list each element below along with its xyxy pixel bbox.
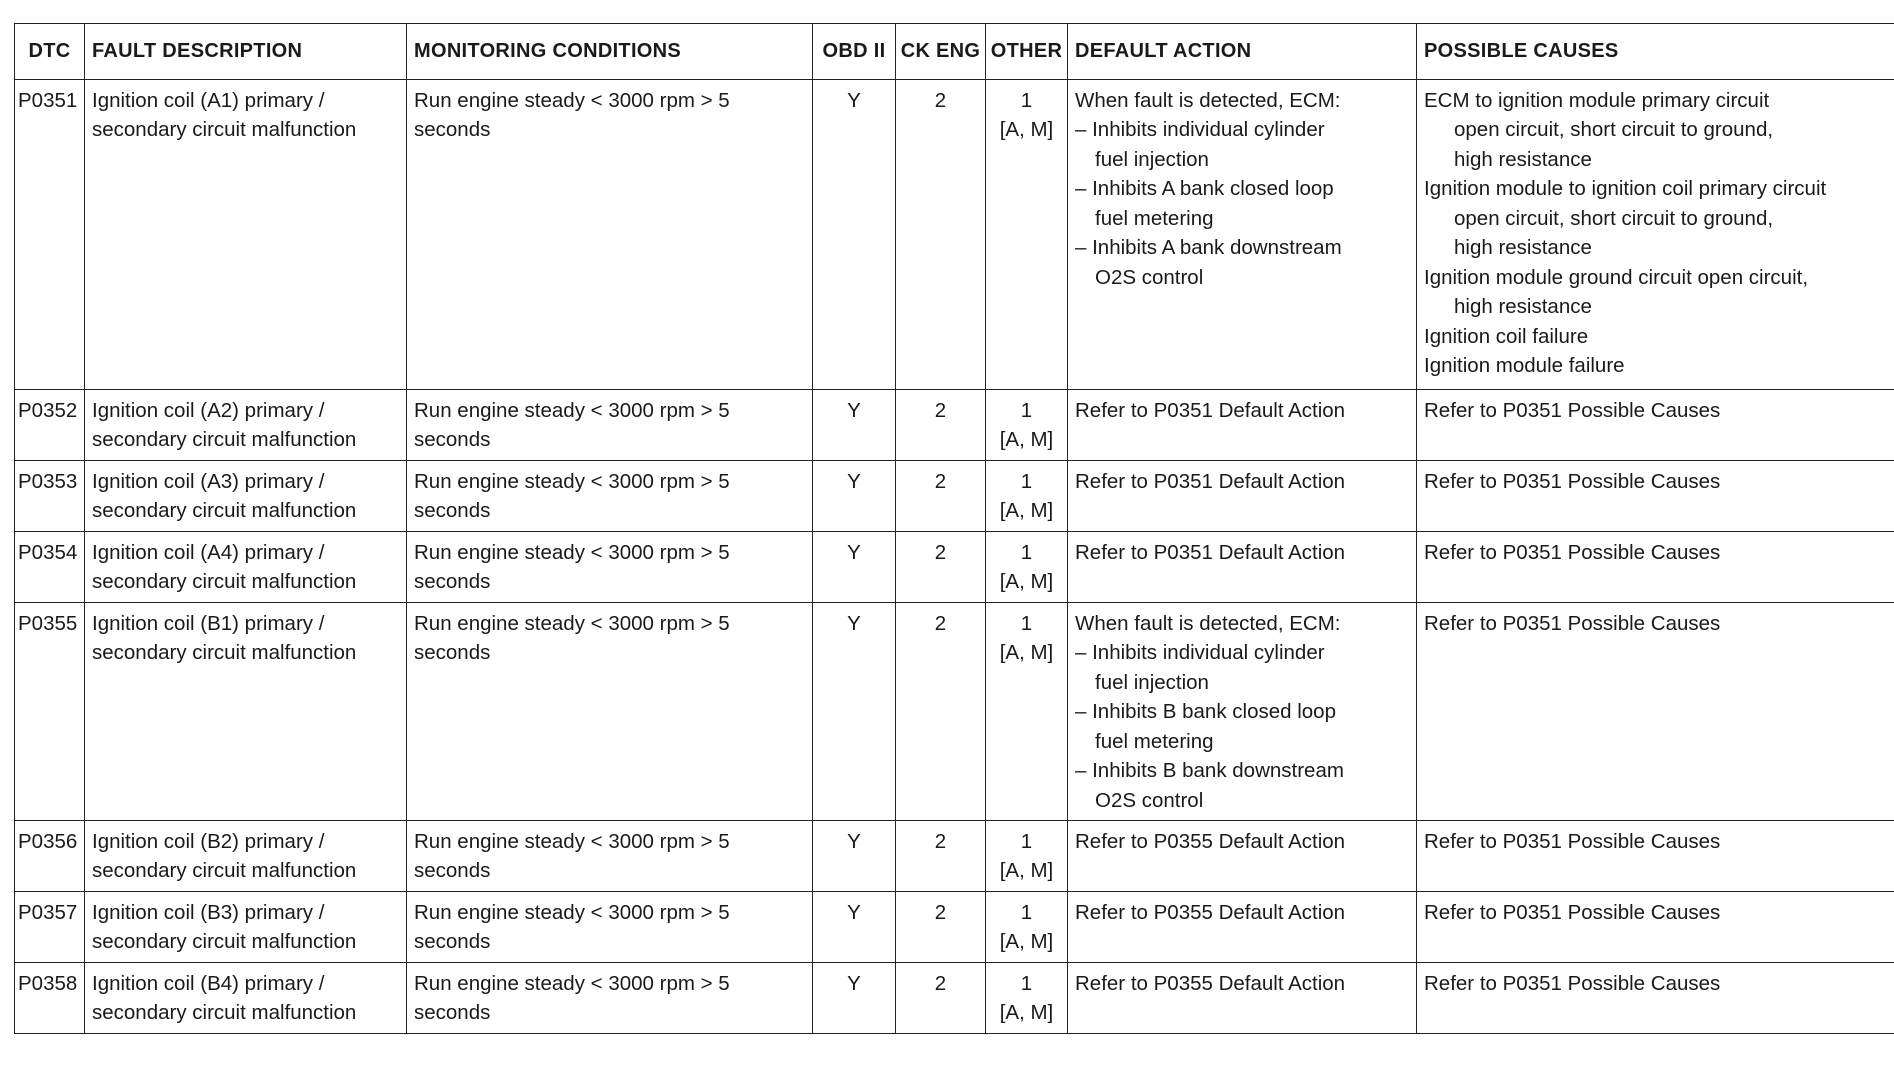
other-value xyxy=(986,389,1068,460)
header-obd-ii: OBD II xyxy=(813,24,896,80)
table-row xyxy=(15,531,1894,602)
other-value xyxy=(986,531,1068,602)
other-value xyxy=(986,460,1068,531)
fault-line: Ignition coil (A2) primary / xyxy=(92,398,325,422)
fault-line: secondary circuit malfunction xyxy=(92,570,357,593)
possible-causes: Refer to P0351 Possible Causes xyxy=(1417,531,1894,602)
obd-ii-value: Y xyxy=(813,460,896,531)
cause-line-cont: open circuit, short circuit to ground, xyxy=(1454,118,1774,141)
table-row xyxy=(15,820,1894,891)
table-row xyxy=(15,962,1894,1033)
dtc-code: P0352 xyxy=(15,389,85,460)
ck-eng-value: 2 xyxy=(896,820,986,891)
fault-description xyxy=(85,79,407,389)
monitoring-conditions: Run engine steady < 3000 rpm > 5 seconds xyxy=(407,79,813,389)
fault-description xyxy=(85,962,407,1033)
default-item-cont: O2S control xyxy=(1095,265,1204,289)
other-line: [A, M] xyxy=(999,428,1054,451)
table-row xyxy=(15,79,1894,389)
default-action: Refer to P0351 Default Action xyxy=(1068,389,1417,460)
dtc-code: P0356 xyxy=(15,820,85,891)
dtc-code: P0357 xyxy=(15,891,85,962)
fault-line: Ignition coil (B3) primary / xyxy=(92,900,325,924)
fault-line: secondary circuit malfunction xyxy=(92,1001,357,1024)
default-item: – Inhibits individual cylinder xyxy=(1075,641,1325,664)
other-line: [A, M] xyxy=(999,641,1054,664)
dtc-table xyxy=(14,23,1894,1034)
default-item: – Inhibits A bank downstream xyxy=(1075,236,1342,259)
header-fault-description: FAULT DESCRIPTION xyxy=(85,24,407,80)
obd-ii-value: Y xyxy=(813,531,896,602)
fault-line: Ignition coil (B1) primary / xyxy=(92,611,325,635)
dtc-code: P0353 xyxy=(15,460,85,531)
cause-line: Ignition coil failure xyxy=(1424,324,1589,348)
obd-ii-value: Y xyxy=(813,389,896,460)
possible-causes: Refer to P0351 Possible Causes xyxy=(1417,820,1894,891)
table-row xyxy=(15,602,1894,820)
possible-causes: Refer to P0351 Possible Causes xyxy=(1417,460,1894,531)
possible-causes: Refer to P0351 Possible Causes xyxy=(1417,962,1894,1033)
cause-line-cont: high resistance xyxy=(1454,295,1592,318)
default-item: – Inhibits individual cylinder xyxy=(1075,118,1325,141)
ck-eng-value: 2 xyxy=(896,602,986,820)
other-line: 1 xyxy=(1020,900,1033,924)
cause-line: Ignition module ground circuit open circuit, xyxy=(1424,265,1809,289)
default-item-cont: fuel metering xyxy=(1095,206,1214,230)
monitoring-conditions: Run engine steady < 3000 rpm > 5 seconds xyxy=(407,962,813,1033)
table-row xyxy=(15,389,1894,460)
other-line: [A, M] xyxy=(999,118,1054,141)
fault-line: Ignition coil (A1) primary / xyxy=(92,88,325,112)
other-line: [A, M] xyxy=(999,570,1054,593)
obd-ii-value: Y xyxy=(813,79,896,389)
fault-description xyxy=(85,389,407,460)
fault-line: Ignition coil (A4) primary / xyxy=(92,540,325,564)
fault-line: secondary circuit malfunction xyxy=(92,930,357,953)
monitoring-conditions: Run engine steady < 3000 rpm > 5 seconds xyxy=(407,389,813,460)
cause-line-cont: high resistance xyxy=(1454,236,1592,259)
default-item: – Inhibits B bank downstream xyxy=(1075,759,1344,782)
fault-line: secondary circuit malfunction xyxy=(92,499,357,522)
default-item: – Inhibits A bank closed loop xyxy=(1075,177,1334,200)
monitoring-conditions: Run engine steady < 3000 rpm > 5 seconds xyxy=(407,602,813,820)
other-line: [A, M] xyxy=(999,859,1054,882)
ck-eng-value: 2 xyxy=(896,531,986,602)
monitoring-conditions: Run engine steady < 3000 rpm > 5 seconds xyxy=(407,891,813,962)
other-line: 1 xyxy=(1020,398,1033,422)
fault-line: secondary circuit malfunction xyxy=(92,428,357,451)
default-item-cont: fuel metering xyxy=(1095,729,1214,753)
other-value xyxy=(986,891,1068,962)
table-row xyxy=(15,460,1894,531)
other-line: 1 xyxy=(1020,88,1033,112)
monitoring-conditions: Run engine steady < 3000 rpm > 5 seconds xyxy=(407,460,813,531)
header-ck-eng: CK ENG xyxy=(896,24,986,80)
fault-description xyxy=(85,820,407,891)
ck-eng-value: 2 xyxy=(896,79,986,389)
default-action: Refer to P0355 Default Action xyxy=(1068,962,1417,1033)
other-line: [A, M] xyxy=(999,1001,1054,1024)
default-action: Refer to P0355 Default Action xyxy=(1068,891,1417,962)
fault-description xyxy=(85,531,407,602)
other-value xyxy=(986,820,1068,891)
possible-causes: Refer to P0351 Possible Causes xyxy=(1417,389,1894,460)
default-action: Refer to P0351 Default Action xyxy=(1068,460,1417,531)
cause-line-cont: open circuit, short circuit to ground, xyxy=(1454,206,1774,230)
cause-line: Ignition module to ignition coil primary circuit xyxy=(1424,177,1827,200)
fault-line: Ignition coil (B4) primary / xyxy=(92,971,325,995)
default-item-cont: fuel injection xyxy=(1095,670,1209,694)
monitoring-conditions: Run engine steady < 3000 rpm > 5 seconds xyxy=(407,531,813,602)
other-line: [A, M] xyxy=(999,930,1054,953)
other-value xyxy=(986,79,1068,389)
dtc-code: P0354 xyxy=(15,531,85,602)
default-action: Refer to P0351 Default Action xyxy=(1068,531,1417,602)
default-item: – Inhibits B bank closed loop xyxy=(1075,700,1336,723)
header-row xyxy=(15,24,1894,80)
default-item-cont: O2S control xyxy=(1095,788,1204,812)
header-dtc: DTC xyxy=(15,24,85,80)
ck-eng-value: 2 xyxy=(896,891,986,962)
cause-line: ECM to ignition module primary circuit xyxy=(1424,88,1770,112)
other-value xyxy=(986,962,1068,1033)
possible-causes: Refer to P0351 Possible Causes xyxy=(1417,602,1894,820)
cause-line-cont: high resistance xyxy=(1454,147,1592,171)
fault-description xyxy=(85,891,407,962)
possible-causes: Refer to P0351 Possible Causes xyxy=(1417,891,1894,962)
default-intro: When fault is detected, ECM: xyxy=(1075,611,1341,635)
other-line: 1 xyxy=(1020,540,1033,564)
default-intro: When fault is detected, ECM: xyxy=(1075,88,1341,112)
fault-description xyxy=(85,602,407,820)
dtc-code: P0351 xyxy=(15,79,85,389)
fault-line: Ignition coil (A3) primary / xyxy=(92,469,325,493)
table-row xyxy=(15,891,1894,962)
header-monitoring-conditions: MONITORING CONDITIONS xyxy=(407,24,813,80)
dtc-code: P0355 xyxy=(15,602,85,820)
default-item-cont: fuel injection xyxy=(1095,147,1209,171)
obd-ii-value: Y xyxy=(813,962,896,1033)
other-line: 1 xyxy=(1020,611,1033,635)
default-action xyxy=(1068,79,1417,389)
other-line: 1 xyxy=(1020,971,1033,995)
obd-ii-value: Y xyxy=(813,891,896,962)
dtc-code: P0358 xyxy=(15,962,85,1033)
ck-eng-value: 2 xyxy=(896,389,986,460)
fault-description xyxy=(85,460,407,531)
header-possible-causes: POSSIBLE CAUSES xyxy=(1417,24,1894,80)
fault-line: Ignition coil (B2) primary / xyxy=(92,829,325,853)
other-line: 1 xyxy=(1020,469,1033,493)
monitoring-conditions: Run engine steady < 3000 rpm > 5 seconds xyxy=(407,820,813,891)
possible-causes xyxy=(1417,79,1894,389)
fault-line: secondary circuit malfunction xyxy=(92,859,357,882)
default-action: Refer to P0355 Default Action xyxy=(1068,820,1417,891)
header-other: OTHER xyxy=(986,24,1068,80)
obd-ii-value: Y xyxy=(813,602,896,820)
cause-line: Ignition module failure xyxy=(1424,354,1625,377)
other-value xyxy=(986,602,1068,820)
obd-ii-value: Y xyxy=(813,820,896,891)
other-line: [A, M] xyxy=(999,499,1054,522)
header-default-action: DEFAULT ACTION xyxy=(1068,24,1417,80)
other-line: 1 xyxy=(1020,829,1033,853)
fault-line: secondary circuit malfunction xyxy=(92,118,357,141)
ck-eng-value: 2 xyxy=(896,962,986,1033)
fault-line: secondary circuit malfunction xyxy=(92,641,357,664)
ck-eng-value: 2 xyxy=(896,460,986,531)
default-action xyxy=(1068,602,1417,820)
